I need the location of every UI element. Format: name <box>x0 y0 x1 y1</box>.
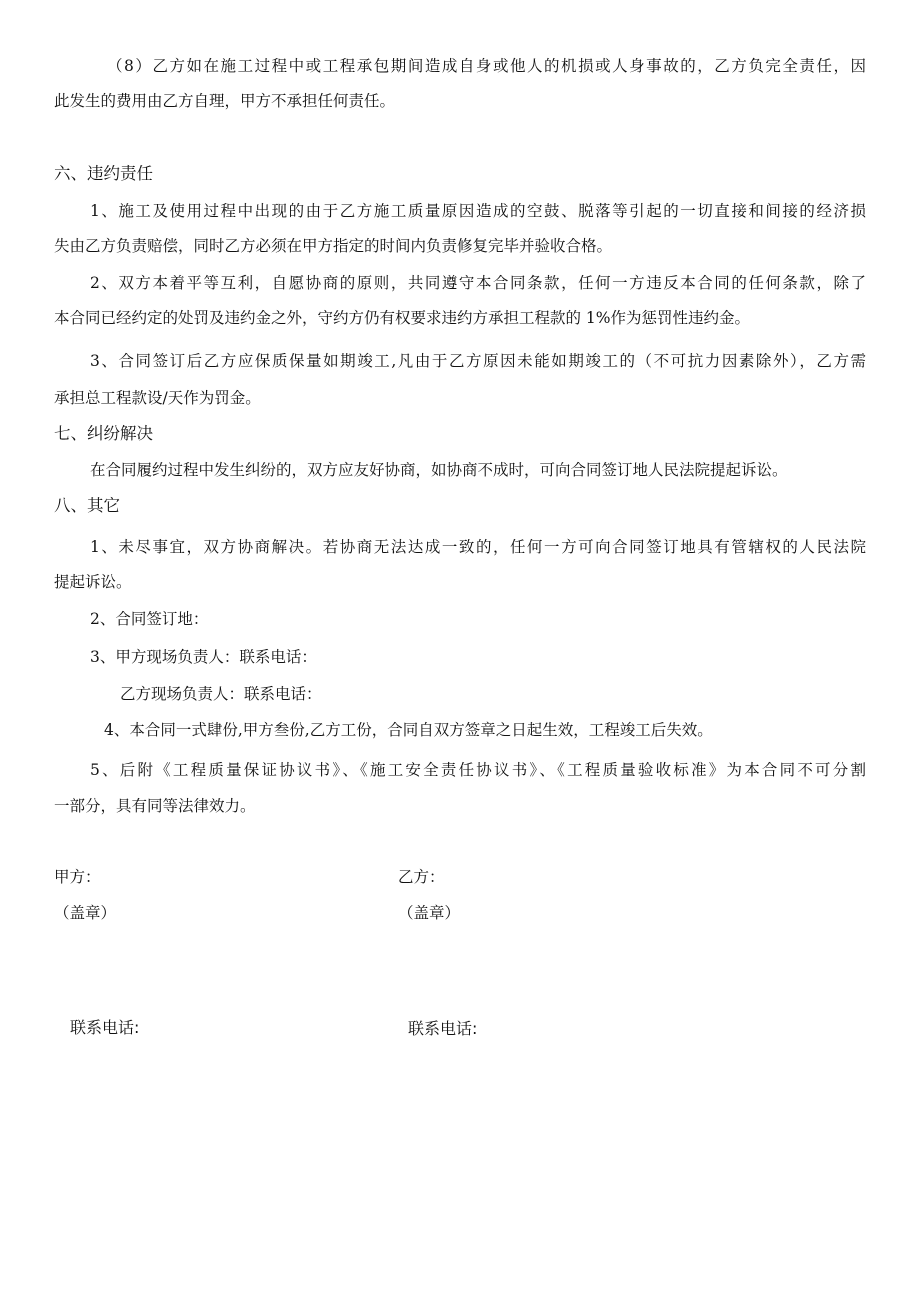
section-8-item-1-line-1: 1、未尽事宜，双方协商解决。若协商无法达成一致的，任何一方可向合同签订地具有管辖权的人民法院 <box>90 538 866 556</box>
section-6-title: 六、违约责任 <box>54 164 153 183</box>
section-8-item-5-line-2: 一部分，具有同等法律效力。 <box>54 797 256 815</box>
section-7-title: 七、纠纷解决 <box>54 424 153 443</box>
section-6-item-2-line-2: 本合同已经约定的处罚及违约金之外，守约方仍有权要求违约方承担工程款的 1%作为惩罚性违约金。 <box>54 309 751 327</box>
clause-8-line-2: 此发生的费用由乙方自理，甲方不承担任何责任。 <box>54 92 396 110</box>
section-8-item-2: 2、合同签订地： <box>90 610 209 628</box>
party-b-label: 乙方： <box>398 868 445 886</box>
clause-8-line-1: （8）乙方如在施工过程中或工程承包期间造成自身或他人的机损或人身事故的，乙方负完全责任，因 <box>107 57 866 75</box>
section-8-title: 八、其它 <box>54 496 120 515</box>
section-6-item-1-line-1: 1、施工及使用过程中出现的由于乙方施工质量原因造成的空鼓、脱落等引起的一切直接和间接的经济损 <box>90 202 866 220</box>
section-8-item-4: 4、本合同一式肆份,甲方叁份,乙方工份，合同自双方签章之日起生效，工程竣工后失效。 <box>104 721 713 739</box>
section-7-text: 在合同履约过程中发生纠纷的，双方应友好协商，如协商不成时，可向合同签订地人民法院提起诉讼。 <box>90 461 788 479</box>
section-8-item-1-line-2: 提起诉讼。 <box>54 573 132 591</box>
section-6-item-3-line-2: 承担总工程款设/天作为罚金。 <box>54 389 261 407</box>
party-b-seal: （盖章） <box>398 904 461 922</box>
section-8-item-5-line-1: 5、后附《工程质量保证协议书》、《施工安全责任协议书》、《工程质量验收标准》为本合同不可分割 <box>90 761 866 779</box>
party-b-phone-label: 联系电话: <box>408 1019 478 1038</box>
section-6-item-3-line-1: 3、合同签订后乙方应保质保量如期竣工,凡由于乙方原因未能如期竣工的（不可抗力因素除外），乙方需 <box>90 352 866 370</box>
section-6-item-1-line-2: 失由乙方负责赔偿，同时乙方必须在甲方指定的时间内负责修复完毕并验收合格。 <box>54 237 613 255</box>
party-a-label: 甲方： <box>54 868 101 886</box>
section-8-item-3-party-a-contact: 3、甲方现场负责人：联系电话： <box>90 648 317 666</box>
party-a-phone-label: 联系电话: <box>70 1018 140 1037</box>
section-6-item-2-line-1: 2、双方本着平等互利，自愿协商的原则，共同遵守本合同条款，任何一方违反本合同的任何条款，除了 <box>90 274 866 292</box>
party-a-seal: （盖章） <box>54 904 117 922</box>
section-8-item-3-party-b-contact: 乙方现场负责人：联系电话： <box>120 685 322 703</box>
